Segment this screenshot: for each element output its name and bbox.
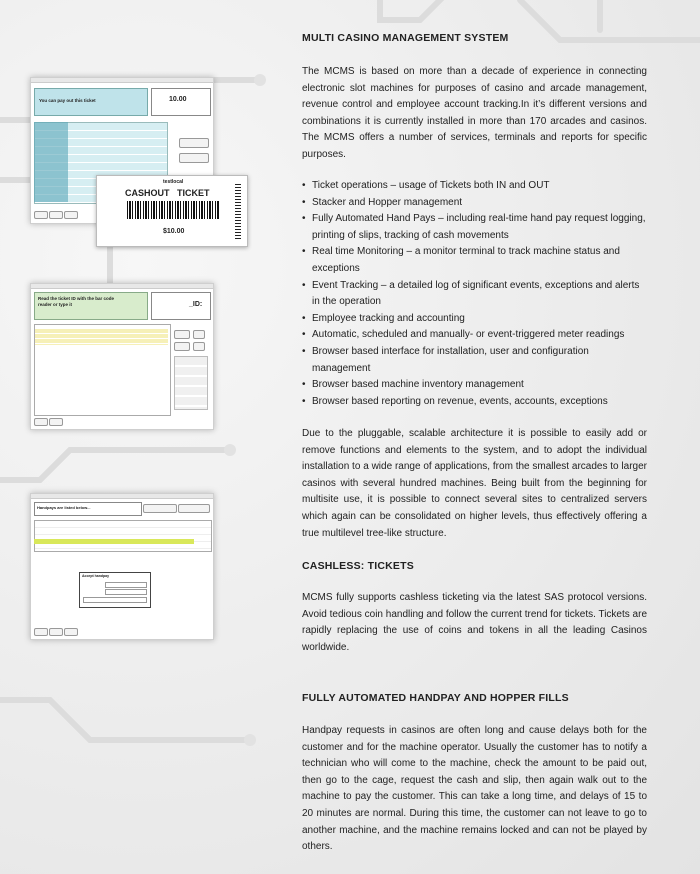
footer-button[interactable] xyxy=(64,628,78,636)
handpay-list-title: Handpays are listed below... xyxy=(37,505,91,510)
handpay-title: FULLY AUTOMATED HANDPAY AND HOPPER FILLS xyxy=(302,692,569,704)
cashless-paragraph: MCMS fully supports cashless ticketing via the latest SAS protocol versions. Avoid tedious coin handling and follow the current trend for tickets. Tickets are rapidly replacing the use of coins and tokens in all the leading Casinos worldwide. xyxy=(302,592,648,653)
ticket-barcode xyxy=(127,201,219,219)
reader-prompt: Read the ticket ID with the bar code reader or type it xyxy=(38,296,115,307)
list-item: • Ticket operations – usage of Tickets both IN and OUT xyxy=(302,178,647,195)
list-item: • Fully Automated Hand Pays – including real-time hand pay request logging, printing of slips, tracking of cash movements xyxy=(302,211,647,244)
architecture-paragraph: Due to the pluggable, scalable architecture it is possible to easily add or remove functions and elements to the system, and to adopt the individual installation to a wide range of applications, from the smallest arcades to larger casinos with several hundred machines. Being built from the beginning for multisite use, it is possible to connect several sites to centralized servers which again can be consolidated on higher levels, thus effectively offering a true multilevel tree-like structure. xyxy=(302,428,647,539)
window-titlebar xyxy=(31,284,213,289)
ticket-reader-screenshot xyxy=(30,283,214,430)
intro-paragraph: The MCMS is based on more than a decade of experience in connecting electronic slot machines for purposes of casino and arcade management, revenue control and employee account tracking.In it’s different versions and combinations it is currently installed in more than 170 arcades and casinos. The MCMS offers a number of services, terminals and reports for specific purposes. xyxy=(302,66,647,160)
main-title: MULTI CASINO MANAGEMENT SYSTEM xyxy=(302,32,509,44)
ticket-title: CASHOUT TICKET xyxy=(125,188,210,198)
dialog-title: Accept handpay xyxy=(82,574,110,578)
list-item: • Employee tracking and accounting xyxy=(302,311,647,328)
footer-button[interactable] xyxy=(34,418,48,426)
list-item: • Real time Monitoring – a monitor terminal to track machine status and exceptions xyxy=(302,244,647,277)
ticket-side-barcode xyxy=(235,184,241,239)
list-item: • Browser based interface for installation, user and configuration management xyxy=(302,344,647,377)
cashless-title: CASHLESS: TICKETS xyxy=(302,560,414,572)
footer-button[interactable] xyxy=(49,418,63,426)
ticket-amount: $10.00 xyxy=(163,228,185,235)
list-item: • Event Tracking – a detailed log of significant events, exceptions and alerts in the operation xyxy=(302,278,647,311)
list-item: • Browser based reporting on revenue, events, accounts, exceptions xyxy=(302,394,647,411)
ticket-list-rows xyxy=(35,329,168,345)
handpay-list-screenshot xyxy=(30,493,214,640)
footer-button[interactable] xyxy=(49,628,63,636)
window-titlebar xyxy=(31,494,213,499)
dialog-field xyxy=(105,589,147,595)
list-item: • Stacker and Hopper management xyxy=(302,195,647,212)
payout-amount: 10.00 xyxy=(169,96,187,103)
footer-button[interactable] xyxy=(34,628,48,636)
keypad-button[interactable] xyxy=(193,342,205,351)
list-item: • Automatic, scheduled and manually- or event-triggered meter readings xyxy=(302,327,647,344)
footer-button[interactable] xyxy=(49,211,63,219)
keypad-button[interactable] xyxy=(174,342,190,351)
handpay-table xyxy=(34,520,212,552)
ticket-brand: testlocal xyxy=(163,179,184,185)
highlighted-handpay-row xyxy=(34,539,194,544)
handpay-paragraph: Handpay requests in casinos are often long and cause delays both for the customer and for the machine operator. Usually the customer has to notify a technician who will come to the machine, check the amount to be paid out, then go to the cage, request the cash and slip, then again walk out to the machine to pay the customer. This can take a long time, and delays of 15 to 20 minutes are normal. During this time, the customer can not leave to go to another machine, and the machine remains locked and can not be played by others. xyxy=(302,725,647,853)
dialog-field xyxy=(83,597,147,603)
feature-list xyxy=(302,178,647,410)
keypad-button[interactable] xyxy=(193,330,205,339)
list-item: • Browser based machine inventory management xyxy=(302,377,647,394)
numeric-keypad xyxy=(174,356,208,410)
window-titlebar xyxy=(31,78,213,83)
manual-handpay-button[interactable] xyxy=(178,504,210,513)
handpay-history-button[interactable] xyxy=(143,504,177,513)
cancel-button[interactable] xyxy=(179,153,209,163)
payout-prompt: You can pay out this ticket xyxy=(39,98,96,103)
footer-button[interactable] xyxy=(64,211,78,219)
details-label-column xyxy=(34,122,68,202)
id-label: _ID: xyxy=(189,301,203,308)
keypad-button[interactable] xyxy=(174,330,190,339)
cashout-ticket-image xyxy=(96,175,248,247)
pay-button[interactable] xyxy=(179,138,209,148)
footer-button[interactable] xyxy=(34,211,48,219)
dialog-field xyxy=(105,582,147,588)
